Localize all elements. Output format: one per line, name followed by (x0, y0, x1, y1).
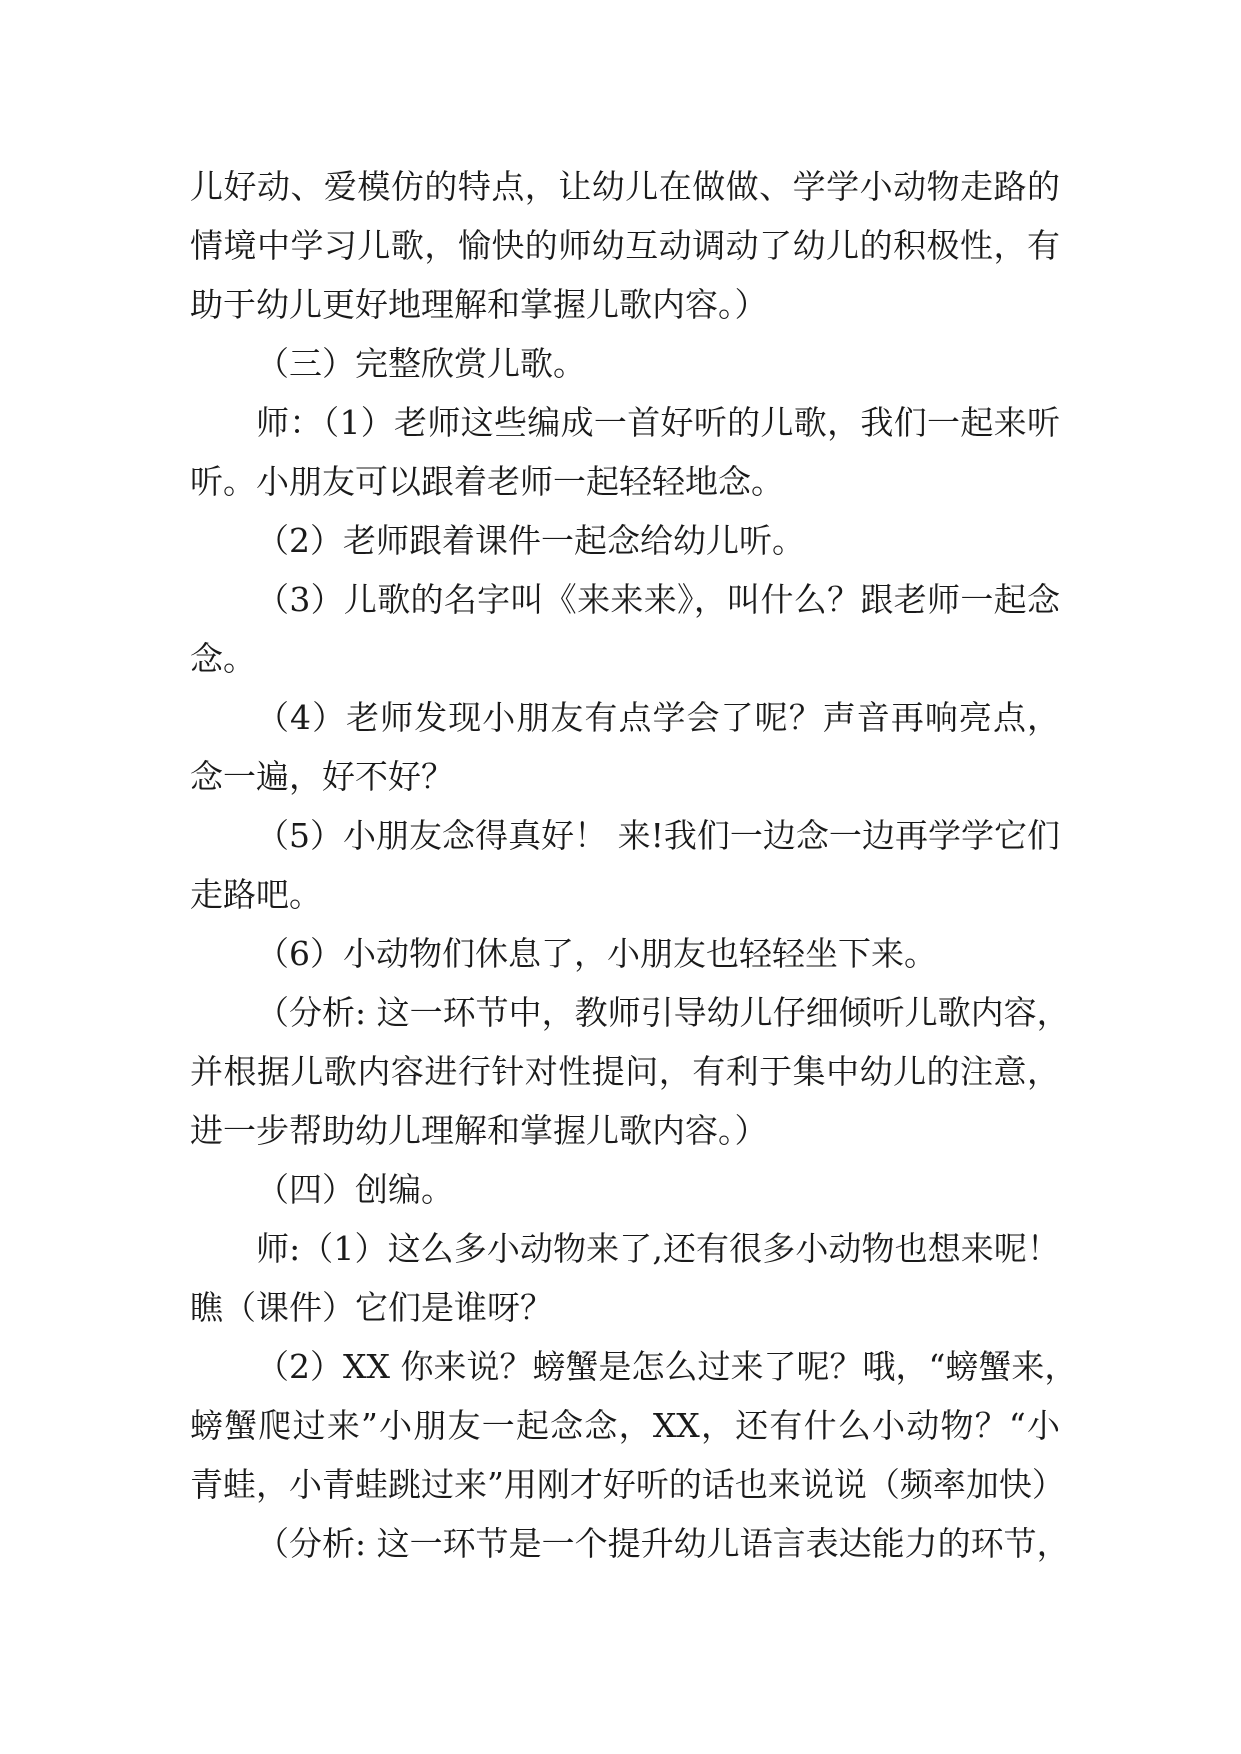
text-line: （2）XX 你来说？螃蟹是怎么过来了呢？哦，“螃蟹来， (256, 1347, 1078, 1386)
text-line: 师：（1）老师这些编成一首好听的儿歌，我们一起来听 (256, 403, 1060, 442)
text-line: 念一遍，好不好？ (190, 757, 454, 796)
text-line: （2）老师跟着课件一起念给幼儿听。 (256, 521, 805, 560)
text-line: （5）小朋友念得真好！ 来!我们一边念一边再学学它们 (256, 816, 1060, 855)
section-heading: （四）创编。 (256, 1170, 454, 1209)
text-line: 青蛙，小青蛙跳过来”用刚才好听的话也来说说（频率加快） (190, 1465, 1065, 1504)
text-line: 瞧（课件）它们是谁呀？ (190, 1288, 553, 1327)
text-line: 儿好动、爱模仿的特点，让幼儿在做做、学学小动物走路的 (190, 167, 1060, 206)
text-line: 情境中学习儿歌，愉快的师幼互动调动了幼儿的积极性，有 (190, 226, 1060, 265)
text-line: 师:（1）这么多小动物来了,还有很多小动物也想来呢！ (256, 1229, 1060, 1268)
analysis-line: （分析: 这一环节中，教师引导幼儿仔细倾听儿歌内容， (256, 993, 1070, 1032)
text-line: 念。 (190, 639, 256, 678)
text-line: 助于幼儿更好地理解和掌握儿歌内容。） (190, 285, 768, 324)
text-line: （3）儿歌的名字叫《来来来》，叫什么？跟老师一起念 (256, 580, 1060, 619)
section-heading: （三）完整欣赏儿歌。 (256, 344, 586, 383)
text-line: （4）老师发现小朋友有点学会了呢？声音再响亮点， (256, 698, 1060, 737)
analysis-line: （分析: 这一环节是一个提升幼儿语言表达能力的环节， (256, 1524, 1070, 1563)
analysis-line: 并根据儿歌内容进行针对性提问，有利于集中幼儿的注意， (190, 1052, 1060, 1091)
text-line: 听。小朋友可以跟着老师一起轻轻地念。 (190, 462, 784, 501)
text-line: （6）小动物们休息了，小朋友也轻轻坐下来。 (256, 934, 937, 973)
analysis-line: 进一步帮助幼儿理解和掌握儿歌内容。） (190, 1111, 768, 1150)
document-body (190, 157, 1078, 1573)
text-line: 走路吧。 (190, 875, 322, 914)
text-line: 螃蟹爬过来”小朋友一起念念，XX，还有什么小动物？“小 (190, 1406, 1060, 1445)
